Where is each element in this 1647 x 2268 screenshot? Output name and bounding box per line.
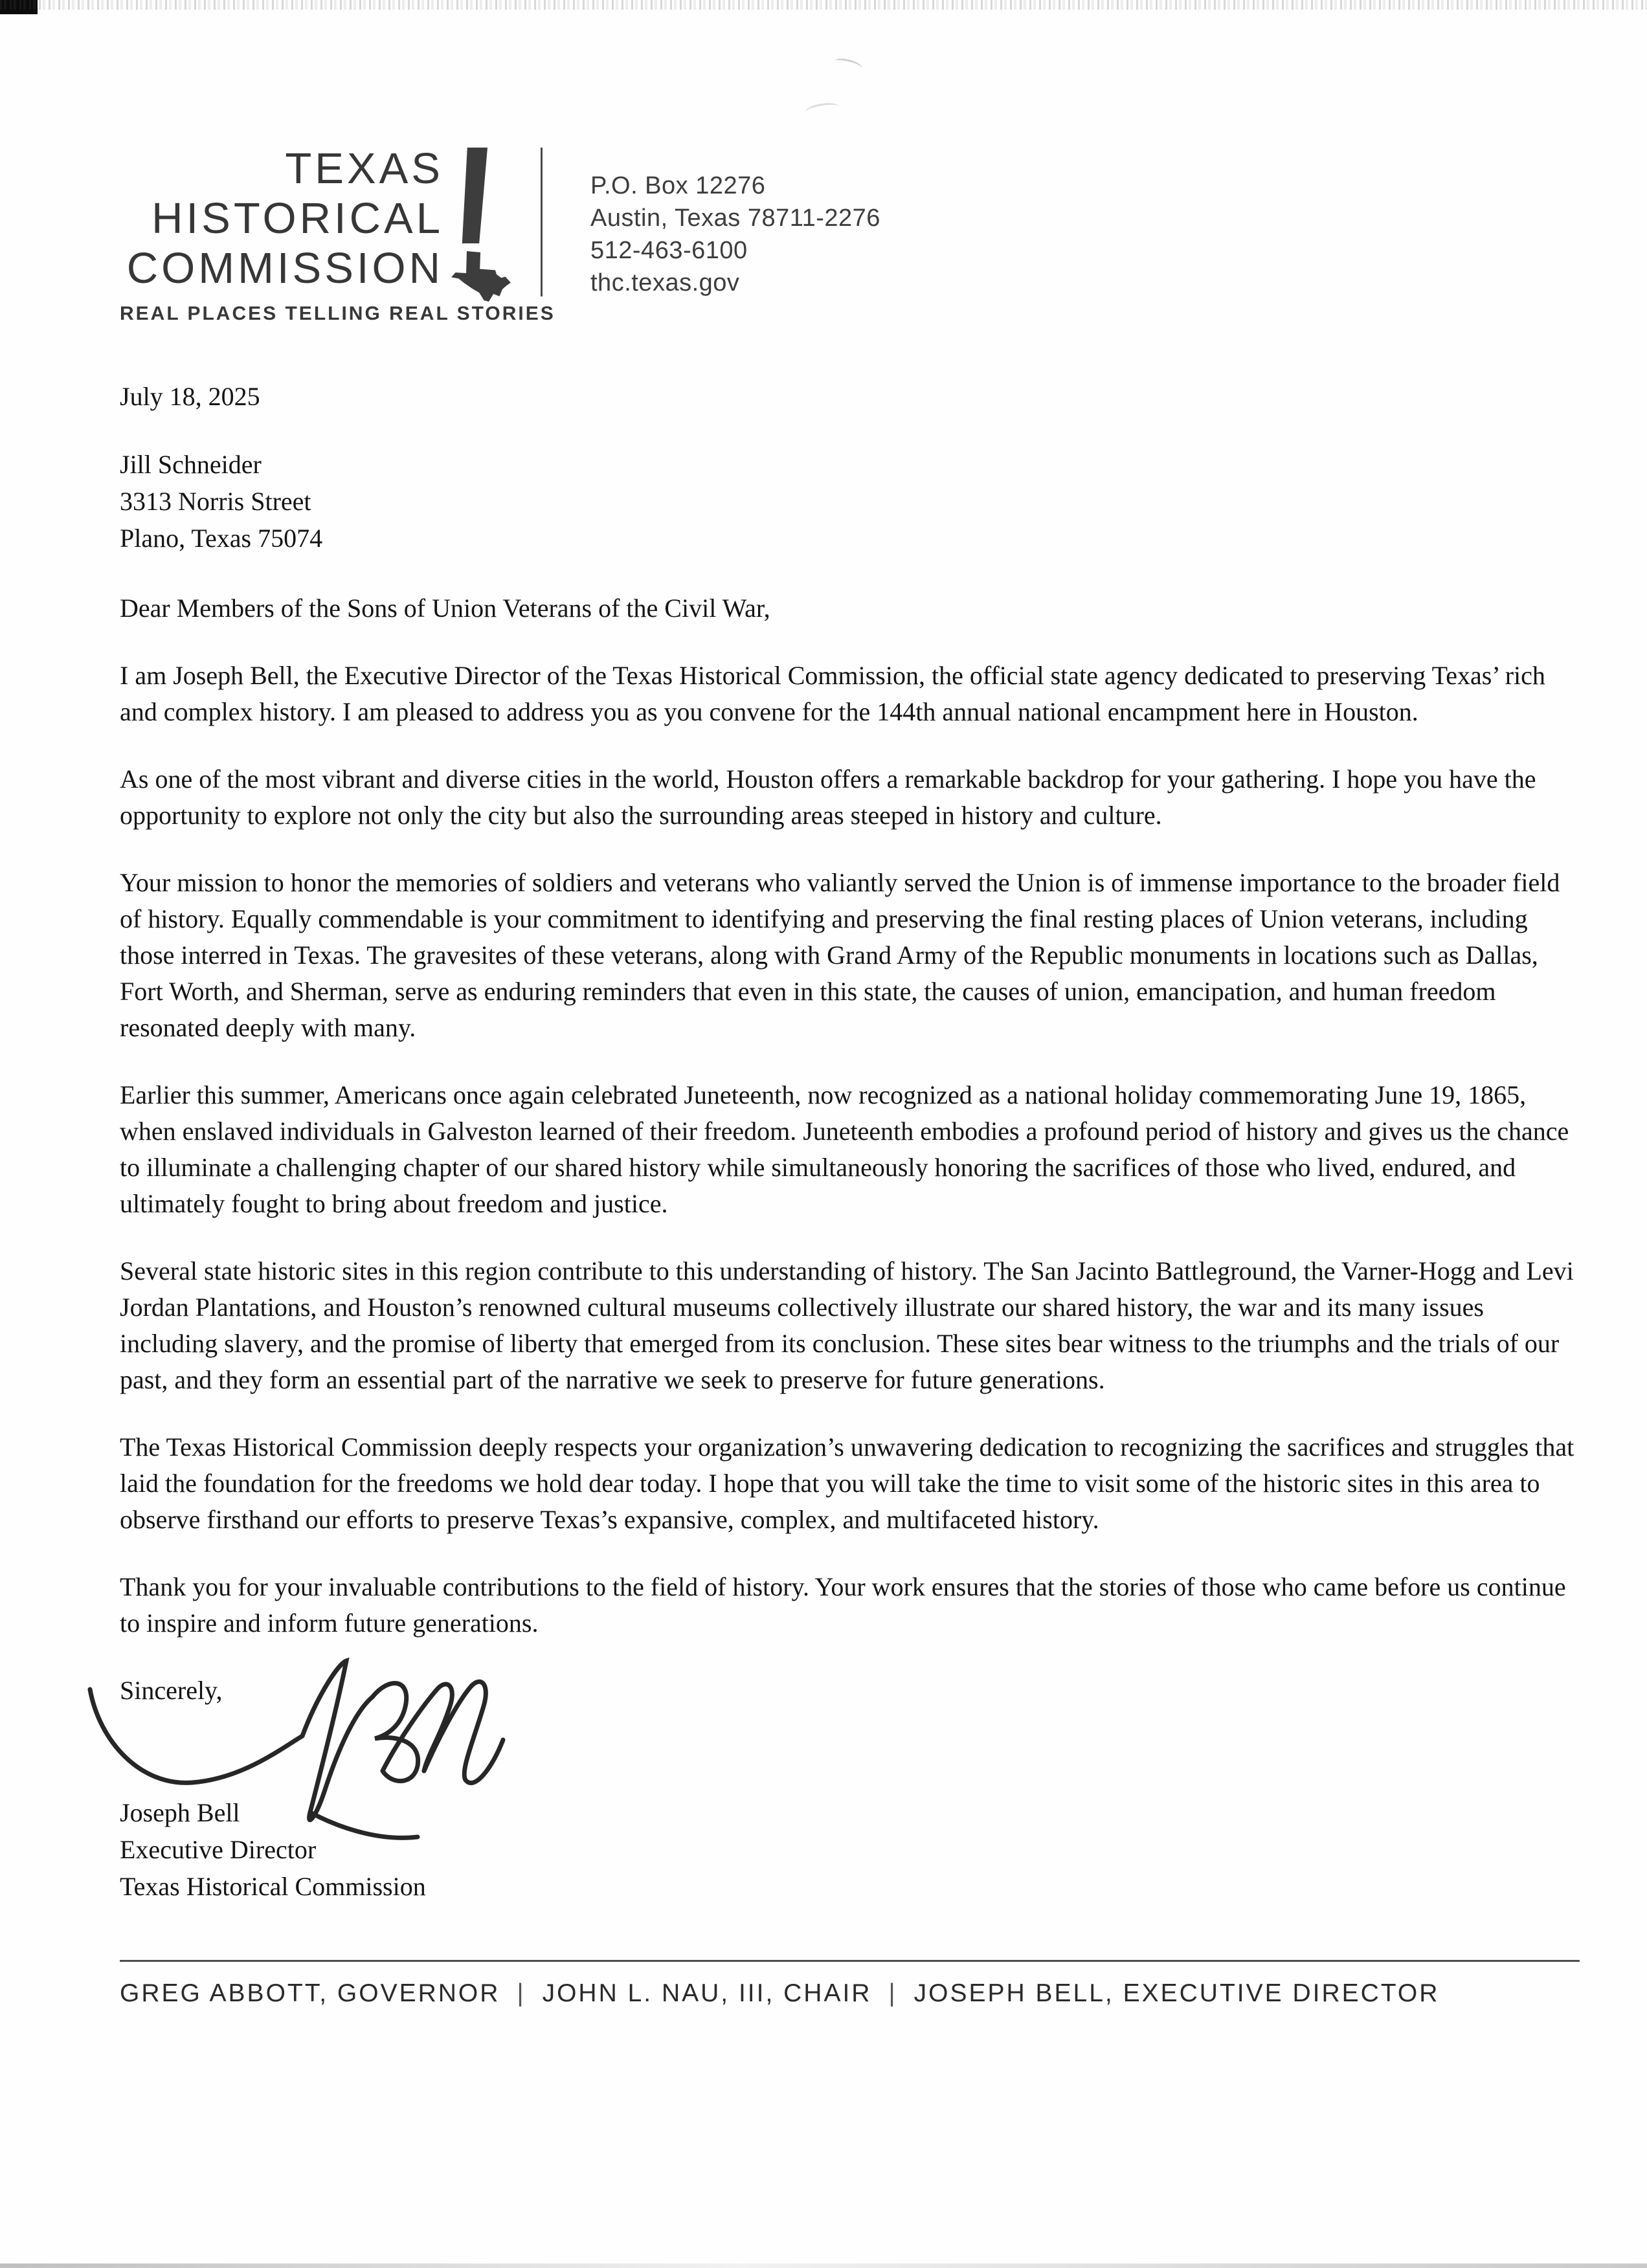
exclamation-texas-mark xyxy=(450,144,511,294)
recipient-street: 3313 Norris Street xyxy=(120,487,311,516)
paragraph-2: As one of the most vibrant and diverse cities in the world, Houston offers a remarkable backdrop for your gathering. I hope you have the opportunity to explore not only the city but also the surrounding areas steeped in history and culture. xyxy=(120,764,1536,830)
footer-separator: | xyxy=(517,1979,526,2007)
scan-artifact-bottom-band xyxy=(0,2263,1647,2268)
closing-word: Sincerely, xyxy=(120,1676,223,1705)
contact-website: thc.texas.gov xyxy=(590,269,740,296)
recipient-address xyxy=(120,446,1580,557)
paragraph-5: Several state historic sites in this region contribute to this understanding of history. The San Jacinto Battleground, the Varner-Hogg and Levi Jordan Plantations, and Houston’s renowned cultural museums collectively illustrate our shared history, the war and its many issues including slavery, and the promise of liberty that emerged from its conclusion. These sites bear witness to the triumphs and the trials of our past, and they form an essential part of the narrative we seek to preserve for future generations. xyxy=(120,1256,1574,1394)
footer-separator: | xyxy=(888,1979,897,2007)
contact-po-box: P.O. Box 12276 xyxy=(590,172,766,199)
thc-logo xyxy=(120,144,555,294)
contact-city: Austin, Texas 78711-2276 xyxy=(590,205,880,232)
recipient-name: Jill Schneider xyxy=(120,450,262,479)
paragraph-6: The Texas Historical Commission deeply respects your organization’s unwavering dedication to recognizing the sacrifices and struggles that laid the foundation for the freedoms we hold dear today. I hope that you will take the time to visit some of the historic sites in this area to observe firsthand our efforts to preserve Texas’s expansive, complex, and multifaceted history. xyxy=(120,1432,1574,1534)
scan-artifact-smudge xyxy=(833,56,864,73)
exclamation-mark-icon xyxy=(462,148,487,243)
footer-chair: JOHN L. NAU, III, CHAIR xyxy=(542,1979,872,2007)
signer-name: Joseph Bell xyxy=(120,1798,240,1827)
logo-line-1: TEXAS xyxy=(285,144,443,193)
paragraph-3: Your mission to honor the memories of soldiers and veterans who valiantly served the Union is of immense importance to the broader field of history. Equally commendable is your commitment to identifying and preserving the final resting places of Union veterans, including those interred in Texas. The gravesites of these veterans, along with Grand Army of the Republic monuments in locations such as Dallas, Fort Worth, and Sherman, serve as enduring reminders that even in this state, the causes of union, emancipation, and human freedom resonated deeply with many. xyxy=(120,868,1560,1042)
logo-line-2: HISTORICAL xyxy=(151,194,443,243)
logo-tagline: REAL PLACES TELLING REAL STORIES xyxy=(120,303,555,324)
paragraph-4: Earlier this summer, Americans once again celebrated Juneteenth, now recognized as a national holiday commemorating June 19, 1865, when enslaved individuals in Galveston learned of their freedom. Juneteenth embodies a profound period of history and gives us the chance to illuminate a challenging chapter of our shared history while simultaneously honoring the sacrifices of those who lived, endured, and ultimately fought to bring about freedom and justice. xyxy=(120,1080,1569,1218)
salutation: Dear Members of the Sons of Union Veterans of the Civil War, xyxy=(120,594,770,623)
letterhead-contact xyxy=(590,170,880,299)
texas-shape-icon xyxy=(451,251,511,302)
thc-logo-wordmark xyxy=(120,144,443,293)
footer-executive-director: JOSEPH BELL, EXECUTIVE DIRECTOR xyxy=(913,1979,1440,2007)
letterhead xyxy=(120,144,555,325)
footer-officials xyxy=(120,1979,1580,2008)
contact-phone: 512-463-6100 xyxy=(590,237,748,264)
letterhead-divider xyxy=(541,148,543,296)
logo-line-3: COMMISSION xyxy=(126,244,443,293)
signer-org: Texas Historical Commission xyxy=(120,1872,426,1901)
closing-block xyxy=(120,1673,1580,1905)
scan-artifact-smudge xyxy=(805,101,840,118)
signer-block xyxy=(120,1794,1580,1905)
letter-body xyxy=(120,379,1580,1905)
paragraph-1: I am Joseph Bell, the Executive Director of the Texas Historical Commission, the official state agency dedicated to preserving Texas’ rich and complex history. I am pleased to address you as you convene for the 144th annual national encampment here in Houston. xyxy=(120,661,1545,726)
scan-artifact-noise-strip xyxy=(0,0,1647,10)
footer-governor: GREG ABBOTT, GOVERNOR xyxy=(120,1979,500,2007)
recipient-city: Plano, Texas 75074 xyxy=(120,524,323,553)
footer-rule xyxy=(120,1960,1580,1962)
signer-title: Executive Director xyxy=(120,1835,317,1864)
letter-date: July 18, 2025 xyxy=(120,382,260,411)
paragraph-7: Thank you for your invaluable contributions to the field of history. Your work ensures that the stories of those who came before us continue to inspire and inform future generations. xyxy=(120,1572,1566,1638)
